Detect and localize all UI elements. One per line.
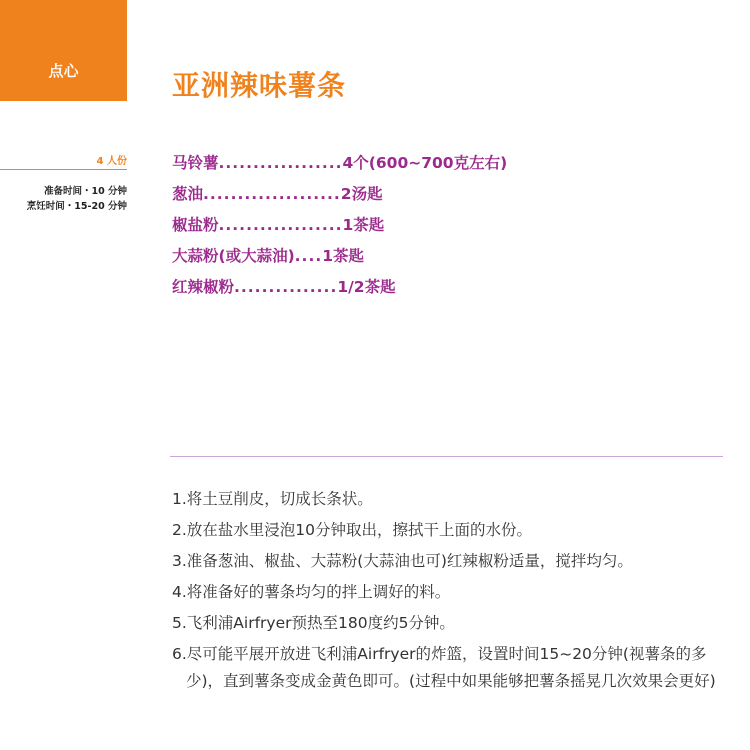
- section-divider: [170, 456, 723, 457]
- ingredient-item: [172, 241, 507, 272]
- ingredient-quantity: 1茶匙: [342, 216, 385, 234]
- servings-divider: [0, 169, 127, 170]
- ingredient-quantity: 1茶匙: [322, 247, 365, 265]
- ingredient-quantity: 1/2茶匙: [337, 278, 396, 296]
- instruction-step: 5.飞利浦Airfryer预热至180度约5分钟。: [172, 614, 455, 632]
- ingredient-leader: ....: [294, 247, 323, 265]
- ingredient-leader: ....................: [203, 185, 341, 203]
- category-tab: [0, 0, 127, 101]
- ingredient-name: 椒盐粉: [172, 216, 219, 234]
- instruction-step: 1.将土豆削皮，切成长条状。: [172, 490, 373, 508]
- ingredient-leader: ..................: [218, 216, 343, 234]
- ingredient-quantity: 2汤匙: [340, 185, 383, 203]
- ingredient-leader: ...............: [234, 278, 338, 296]
- ingredient-name: 大蒜粉(或大蒜油): [172, 247, 295, 265]
- ingredient-item: [172, 148, 507, 179]
- recipe-title: 亚洲辣味薯条: [172, 69, 347, 102]
- ingredient-item: [172, 272, 507, 303]
- ingredient-item: [172, 210, 507, 241]
- category-label: 点心: [48, 62, 79, 80]
- instruction-step: 6.尽可能平展开放进飞利浦Airfryer的炸篮，设置时间15~20分钟(视薯条的多少)，直到薯条变成金黄色即可。(过程中如果能够把薯条摇晃几次效果会更好): [172, 645, 716, 690]
- cook-time: 烹饪时间・15-20 分钟: [26, 201, 127, 212]
- instruction-step: 3.准备葱油、椒盐、大蒜粉(大蒜油也可)红辣椒粉适量，搅拌均匀。: [172, 552, 633, 570]
- ingredient-leader: ..................: [218, 154, 343, 172]
- servings: 4 人份: [96, 156, 127, 167]
- time-info: [27, 184, 127, 214]
- instruction-step: 4.将准备好的薯条均匀的拌上调好的料。: [172, 583, 451, 601]
- prep-time: 准备时间・10 分钟: [43, 186, 127, 197]
- ingredient-name: 红辣椒粉: [172, 278, 235, 296]
- instruction-list: [172, 486, 732, 699]
- ingredient-quantity: 4个(600~700克左右): [342, 154, 508, 172]
- ingredient-item: [172, 179, 507, 210]
- ingredient-name: 葱油: [172, 185, 204, 203]
- ingredient-name: 马铃薯: [172, 154, 219, 172]
- instruction-step: 2.放在盐水里浸泡10分钟取出，擦拭干上面的水份。: [172, 521, 533, 539]
- ingredient-list: [172, 148, 507, 303]
